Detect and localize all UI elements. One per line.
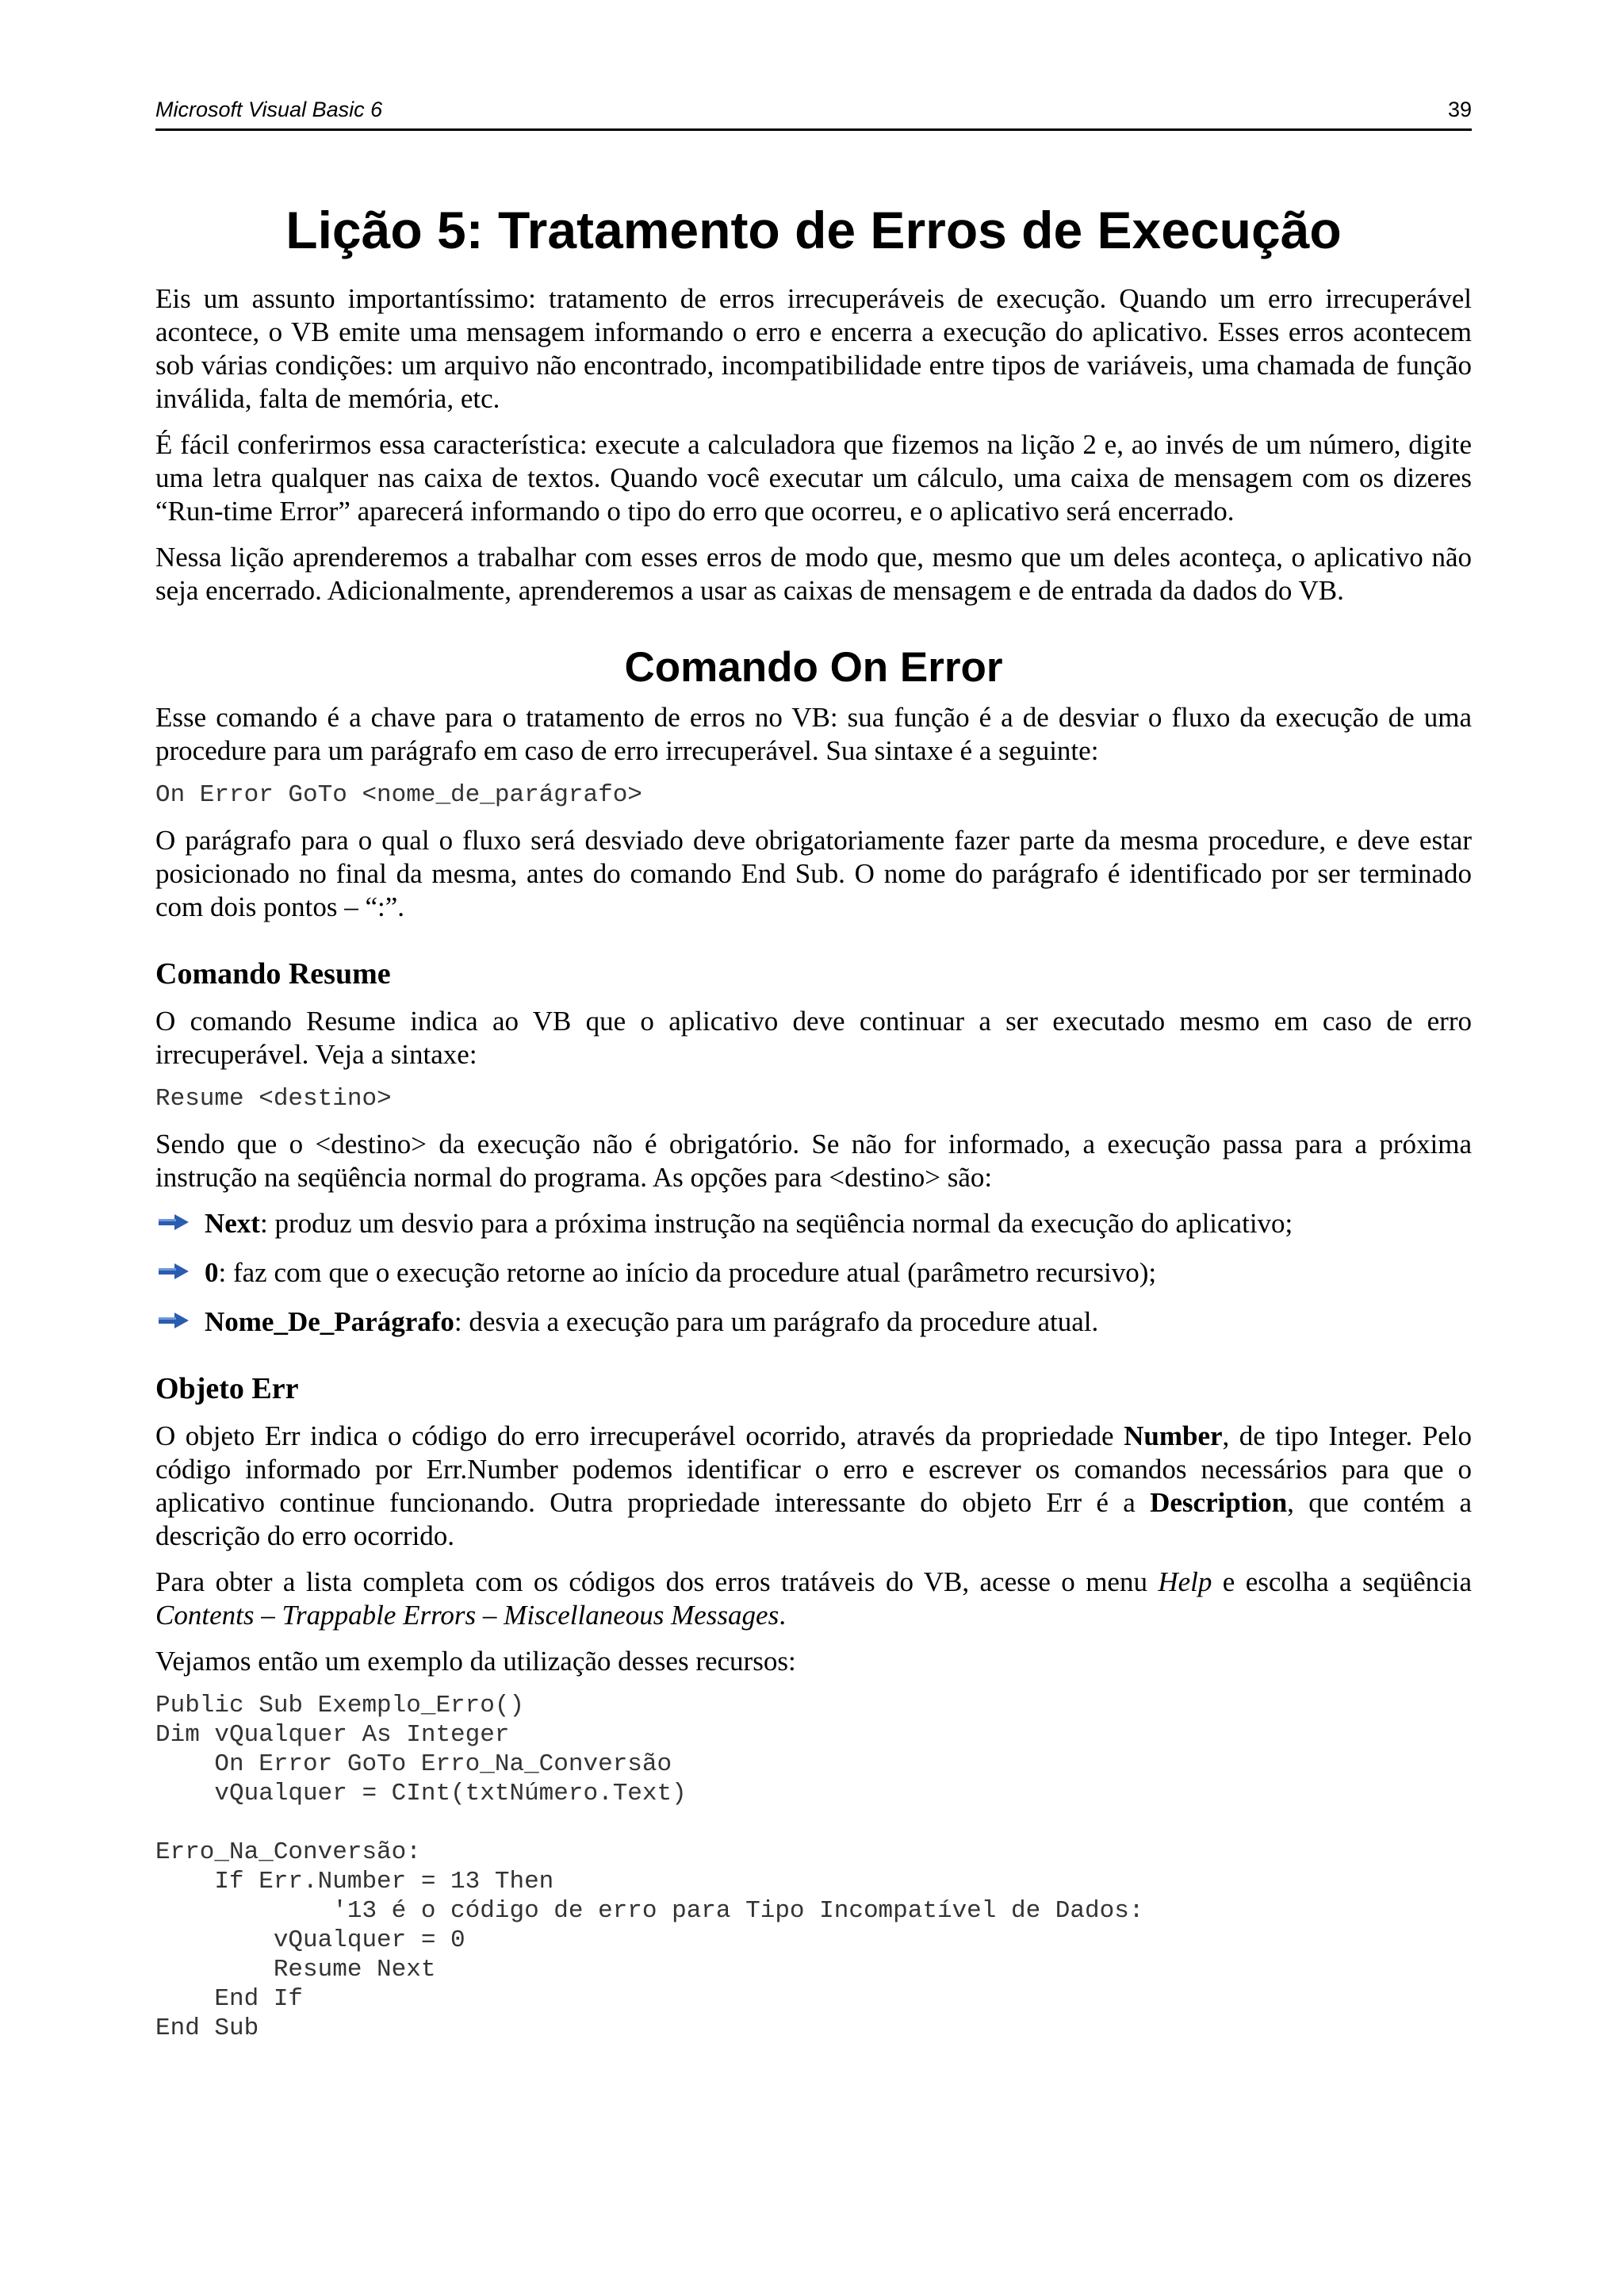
arrow-bullet-icon [157, 1213, 190, 1231]
page-content [155, 198, 1472, 2057]
on-error-heading: Comando On Error [624, 644, 1003, 691]
help-menu-path: Contents – Trappable Errors – Miscellaneous Messages [155, 1600, 779, 1631]
list-item [155, 1305, 1472, 1339]
page-header [155, 94, 1472, 131]
option-term: 0 [205, 1257, 219, 1288]
text-run: O objeto Err indica o código do erro irrecuperável ocorrido, através da propriedade [155, 1420, 1124, 1451]
text-run: . [779, 1600, 786, 1631]
option-description: : desvia a execução para um parágrafo da procedure atual. [454, 1306, 1099, 1337]
text-run: Para obter a lista completa com os códigos dos erros tratáveis do VB, acesse o menu [155, 1566, 1159, 1597]
list-item [155, 1207, 1472, 1240]
arrow-bullet-icon [157, 1312, 190, 1329]
text-run: , de tipo Integer. Pelo código informado por Err.Number podemos identificar o erro e escrever os comandos necessários para que o aplicativo continue funcionando. Outra propriedade interessante do objeto Err é a [155, 1420, 1472, 1518]
on-error-syntax: On Error GoTo <nome_de_parágrafo> [155, 781, 642, 809]
description-property: Description [1150, 1487, 1288, 1518]
option-term: Next [205, 1208, 260, 1239]
intro-paragraph-3: Nessa lição aprenderemos a trabalhar com esses erros de modo que, mesmo que um deles aconteça, o aplicativo não seja encerrado. Adicionalmente, aprenderemos a usar as caixas de mensagem e de entrada da dados do VB. [155, 542, 1472, 606]
option-description: : produz um desvio para a próxima instrução na seqüência normal da execução do aplicativo; [259, 1208, 1293, 1239]
on-error-paragraph-2: O parágrafo para o qual o fluxo será desviado deve obrigatoriamente fazer parte da mesma procedure, e deve estar posicionado no final da mesma, antes do comando End Sub. O nome do parágrafo é identificado por ser terminado com dois pontos – “:”. [155, 825, 1472, 922]
resume-heading: Comando Resume [155, 957, 391, 991]
err-object-paragraph-3: Vejamos então um exemplo da utilização desses recursos: [155, 1646, 796, 1677]
err-object-paragraph-2 [155, 1566, 1472, 1632]
option-description: : faz com que o execução retorne ao início da procedure atual (parâmetro recursivo); [218, 1257, 1157, 1288]
list-item [155, 1256, 1472, 1290]
resume-paragraph-2: Sendo que o <destino> da execução não é obrigatório. Se não for informado, a execução passa para a próxima instrução na seqüência normal do programa. As opções para <destino> são: [155, 1129, 1472, 1193]
intro-paragraph-1: Eis um assunto importantíssimo: tratamento de erros irrecuperáveis de execução. Quando um erro irrecuperável acontece, o VB emite uma mensagem informando o erro e encerra a execução do aplicativo. Esses erros acontecem sob várias condições: um arquivo não encontrado, incompatibilidade entre tipos de variáveis, uma chamada de função inválida, falta de memória, etc. [155, 283, 1472, 414]
example-code-block: Public Sub Exemplo_Erro() Dim vQualquer As Integer On Error GoTo Erro_Na_Conversão vQualquer = CInt(txtNúmero.Text) Erro_Na_Conversão: If Err.Number = 13 Then '13 é o código de erro para Tipo Incompatível de Dados: vQualquer = 0 Resume Next End If End Sub [155, 1692, 1144, 2042]
text-run: , que contém a descrição do erro ocorrido. [155, 1487, 1472, 1551]
intro-paragraph-2: É fácil conferirmos essa característica: execute a calculadora que fizemos na lição 2 e, ao invés de um número, digite uma letra qualquer nas caixa de textos. Quando você executar um cálculo, uma caixa de mensagem com os dizeres “Run-time Error” aparecerá informando o tipo do erro que ocorreu, e o aplicativo será encerrado. [155, 429, 1472, 527]
resume-options-list [155, 1207, 1472, 1339]
on-error-paragraph-1: Esse comando é a chave para o tratamento de erros no VB: sua função é a de desviar o fluxo da execução de uma procedure para um parágrafo em caso de erro irrecuperável. Sua sintaxe é a seguinte: [155, 702, 1472, 766]
header-title: Microsoft Visual Basic 6 [155, 98, 383, 121]
text-run: e escolha a seqüência [1212, 1566, 1472, 1597]
lesson-title: Lição 5: Tratamento de Erros de Execução [285, 201, 1342, 259]
resume-syntax: Resume <destino> [155, 1085, 392, 1113]
resume-paragraph-1: O comando Resume indica ao VB que o aplicativo deve continuar a ser executado mesmo em caso de erro irrecuperável. Veja a sintaxe: [155, 1006, 1472, 1070]
number-property: Number [1124, 1420, 1223, 1451]
err-object-heading: Objeto Err [155, 1372, 299, 1405]
err-object-paragraph-1 [155, 1420, 1472, 1553]
help-menu-name: Help [1158, 1566, 1212, 1597]
page-number: 39 [1447, 98, 1472, 121]
option-term: Nome_De_Parágrafo [205, 1306, 454, 1337]
arrow-bullet-icon [157, 1263, 190, 1280]
